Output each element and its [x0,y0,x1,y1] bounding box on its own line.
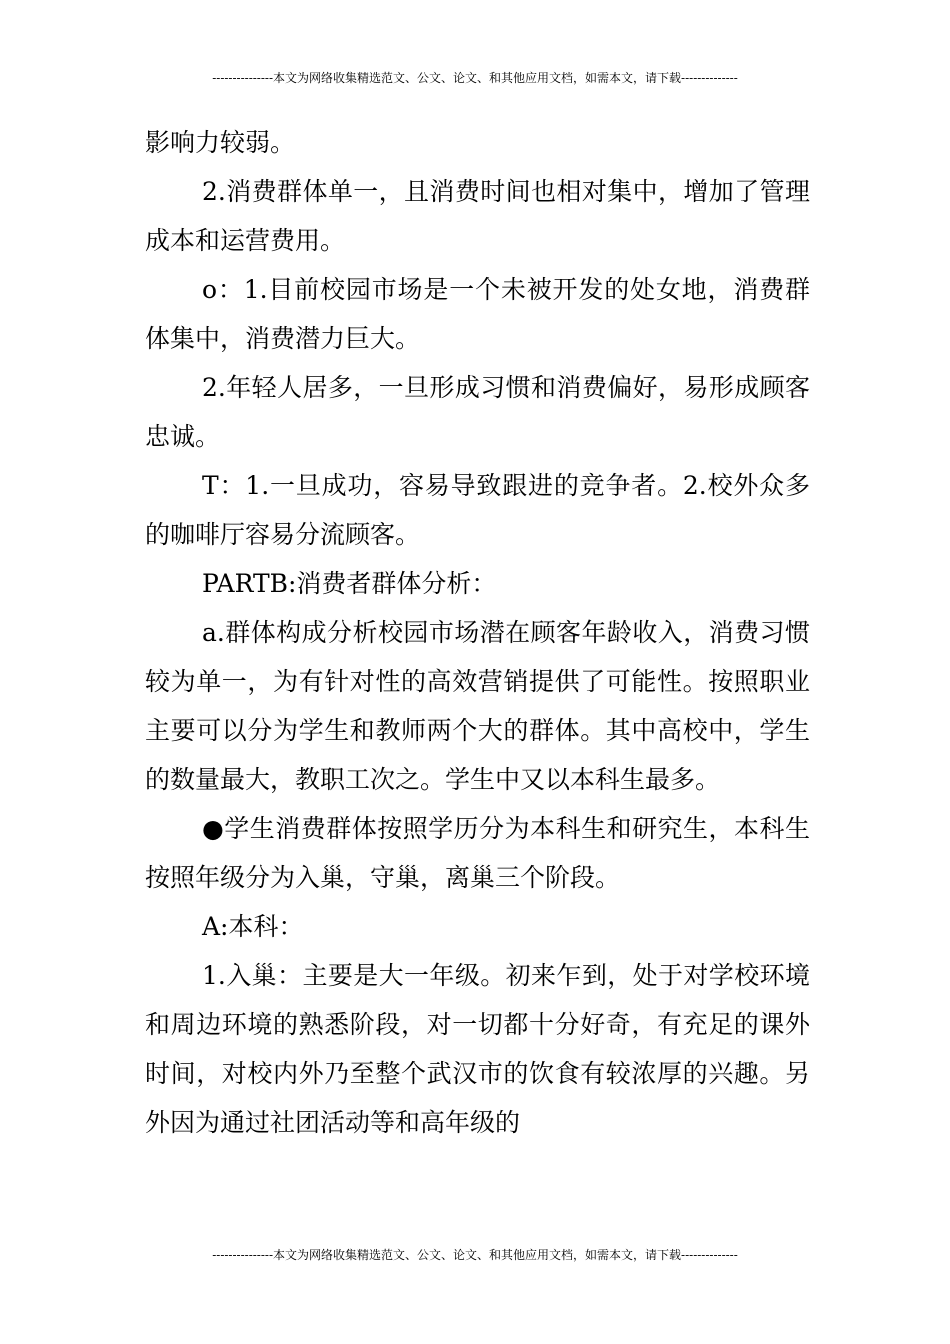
paragraph-continuation: 影响力较弱。 [145,128,296,157]
document-body [145,118,810,1147]
paragraph-opportunity-1: o：1.目前校园市场是一个未被开发的处女地，消费群体集中，消费潜力巨大。 [145,275,810,353]
paragraph-weakness-2: 2.消费群体单一，且消费时间也相对集中，增加了管理成本和运营费用。 [145,177,810,255]
paragraph-freshman-stage: 1.入巢：主要是大一年级。初来乍到，处于对学校环境和周边环境的熟悉阶段，对一切都十分好奇，有充足的课外时间，对校内外乃至整个武汉市的饮食有较浓厚的兴趣。另外因为通过社团活动等和高年级的 [145,961,810,1137]
page-header: ---------------本文为网络收集精选范文、公文、论文、和其他应用文档，如需本文，请下载-------------- [212,71,738,85]
paragraph-student-groups: ●学生消费群体按照学历分为本科生和研究生，本科生按照年级分为入巢，守巢，离巢三个阶段。 [145,814,810,892]
subheading-undergraduate: A:本科： [202,912,304,941]
paragraph-opportunity-2: 2.年轻人居多，一旦形成习惯和消费偏好，易形成顾客忠诚。 [145,373,810,451]
paragraph-threats: T：1.一旦成功，容易导致跟进的竞争者。2.校外众多的咖啡厅容易分流顾客。 [145,471,810,549]
page-footer: ---------------本文为网络收集精选范文、公文、论文、和其他应用文档，如需本文，请下载-------------- [212,1248,738,1262]
section-heading-part-b: PARTB:消费者群体分析： [202,569,497,598]
paragraph-group-composition: a.群体构成分析校园市场潜在顾客年龄收入，消费习惯较为单一，为有针对性的高效营销提供了可能性。按照职业主要可以分为学生和教师两个大的群体。其中高校中，学生的数量最大，教职工次之。学生中又以本科生最多。 [145,618,810,794]
